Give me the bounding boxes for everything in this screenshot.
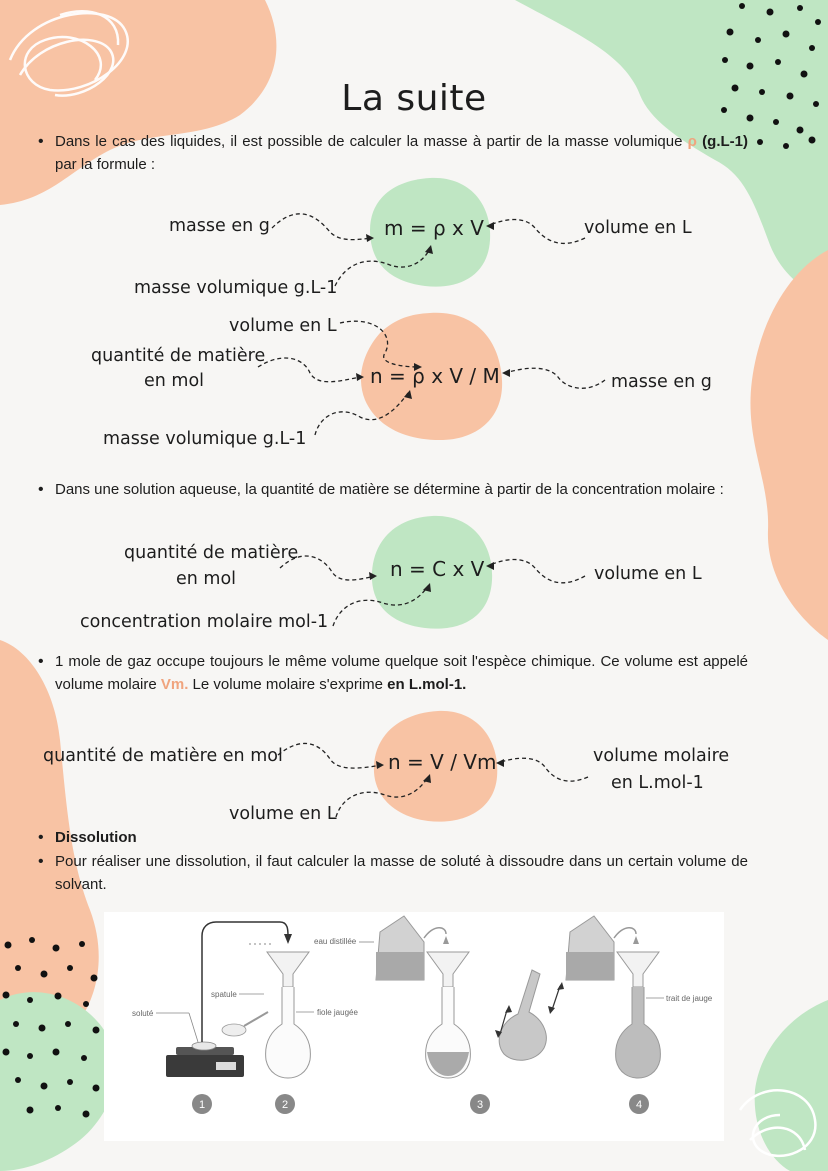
- bullet-dissolution-heading: [38, 826, 748, 849]
- bullet-dot: •: [38, 481, 44, 498]
- green-blob-bottom-right: [755, 1000, 828, 1171]
- dissolution-heading: Dissolution: [55, 829, 137, 846]
- label-masse-g: masse en g: [169, 216, 270, 236]
- formula-n-rho: n = ρ x V / M: [370, 364, 500, 388]
- label-eau: eau distillée: [314, 937, 357, 946]
- flask-4: [616, 952, 661, 1078]
- bullet-dot: •: [38, 853, 44, 870]
- balance-illustration: [166, 1042, 244, 1077]
- label-volume-l-3: volume en L: [594, 564, 702, 584]
- step-4-number: 4: [635, 1099, 643, 1111]
- step-3-badge: [470, 1094, 490, 1114]
- label-qte-matiere-mol: quantité de matière en mol: [43, 746, 283, 766]
- label-masse-volumique-2: masse volumique g.L-1: [103, 429, 307, 449]
- step-2-badge: [275, 1094, 295, 1114]
- wash-bottle-3: [376, 916, 449, 980]
- label-concentration: concentration molaire mol-1: [80, 612, 329, 632]
- spatula: [222, 1012, 268, 1036]
- flask-empty: [266, 952, 311, 1078]
- bullet-dissolution-text: Pour réaliser une dissolution, il faut calculer la masse de soluté à dissoudre dans un certain volume de solvant.: [55, 853, 748, 893]
- label-volume-molaire: volume molaire: [593, 746, 730, 766]
- label-masse-g-2: masse en g: [611, 372, 712, 392]
- bullet-dot: •: [38, 133, 44, 150]
- label-volume-l: volume en L: [584, 218, 692, 238]
- label-qte-matiere-3: quantité de matière: [124, 543, 299, 563]
- bullet-liquids-text: Dans le cas des liquides, il est possible de calculer la masse à partir de la masse volumique ρ (g.L-1) par la formule :: [55, 133, 748, 173]
- step-1-number: 1: [198, 1099, 206, 1111]
- bullet-dissolution: [38, 850, 748, 896]
- diagram-mass-formula: [0, 170, 828, 310]
- label-trait: trait de jauge: [666, 994, 713, 1003]
- flask-3: [426, 952, 471, 1078]
- label-masse-volumique: masse volumique g.L-1: [134, 278, 338, 298]
- label-en-mol-3: en mol: [176, 569, 237, 589]
- bullet-gaz-text: 1 mole de gaz occupe toujours le même volume quelque soit l'espèce chimique. Ce volume est appelé volume molaire Vm. Le volume molaire s'exprime en L.mol-1.: [55, 653, 748, 693]
- formula-n-vm: n = V / Vm: [388, 750, 497, 774]
- label-fiole: fiole jaugée: [317, 1008, 358, 1017]
- formula-n-c: n = C x V: [390, 557, 485, 581]
- label-volume-l-2: volume en L: [229, 316, 337, 336]
- step-4-badge: [629, 1094, 649, 1114]
- label-en-mol: en mol: [144, 371, 205, 391]
- bullet-solution: [38, 478, 748, 501]
- transfer-arrow: [202, 922, 288, 1042]
- bullet-dot: •: [38, 653, 44, 670]
- label-volume-l-4: volume en L: [229, 804, 337, 824]
- dissolution-figure: [104, 912, 724, 1141]
- arrow-vm-to-formula: [498, 758, 588, 781]
- page-title: La suite: [341, 78, 487, 119]
- step-3-number: 3: [476, 1099, 484, 1111]
- arrow-volume-to-v: [488, 220, 585, 244]
- arrow-masse-to-m2: [505, 368, 605, 388]
- label-l-mol: en L.mol-1: [611, 773, 704, 793]
- dissolution-illustration: [104, 912, 724, 1141]
- label-spatule: spatule: [211, 990, 237, 999]
- label-solute: soluté: [132, 1009, 154, 1018]
- bullet-dot: •: [38, 829, 44, 846]
- bullet-gaz: [38, 650, 748, 696]
- arrow-qte-to-n4: [278, 743, 382, 768]
- wash-bottle-4: [566, 916, 639, 980]
- bullet-solution-text: Dans une solution aqueuse, la quantité de matière se détermine à partir de la concentration molaire :: [55, 481, 724, 498]
- arrow-masse-to-m: [272, 214, 372, 240]
- formula-m: m = ρ x V: [384, 216, 484, 240]
- arrow-qte-to-n: [258, 358, 360, 382]
- label-qte-matiere: quantité de matière: [91, 346, 266, 366]
- flask-shaking: [495, 970, 564, 1060]
- step-1-badge: [192, 1094, 212, 1114]
- arrow-volume-to-v3: [488, 560, 585, 583]
- step-2-number: 2: [281, 1099, 289, 1111]
